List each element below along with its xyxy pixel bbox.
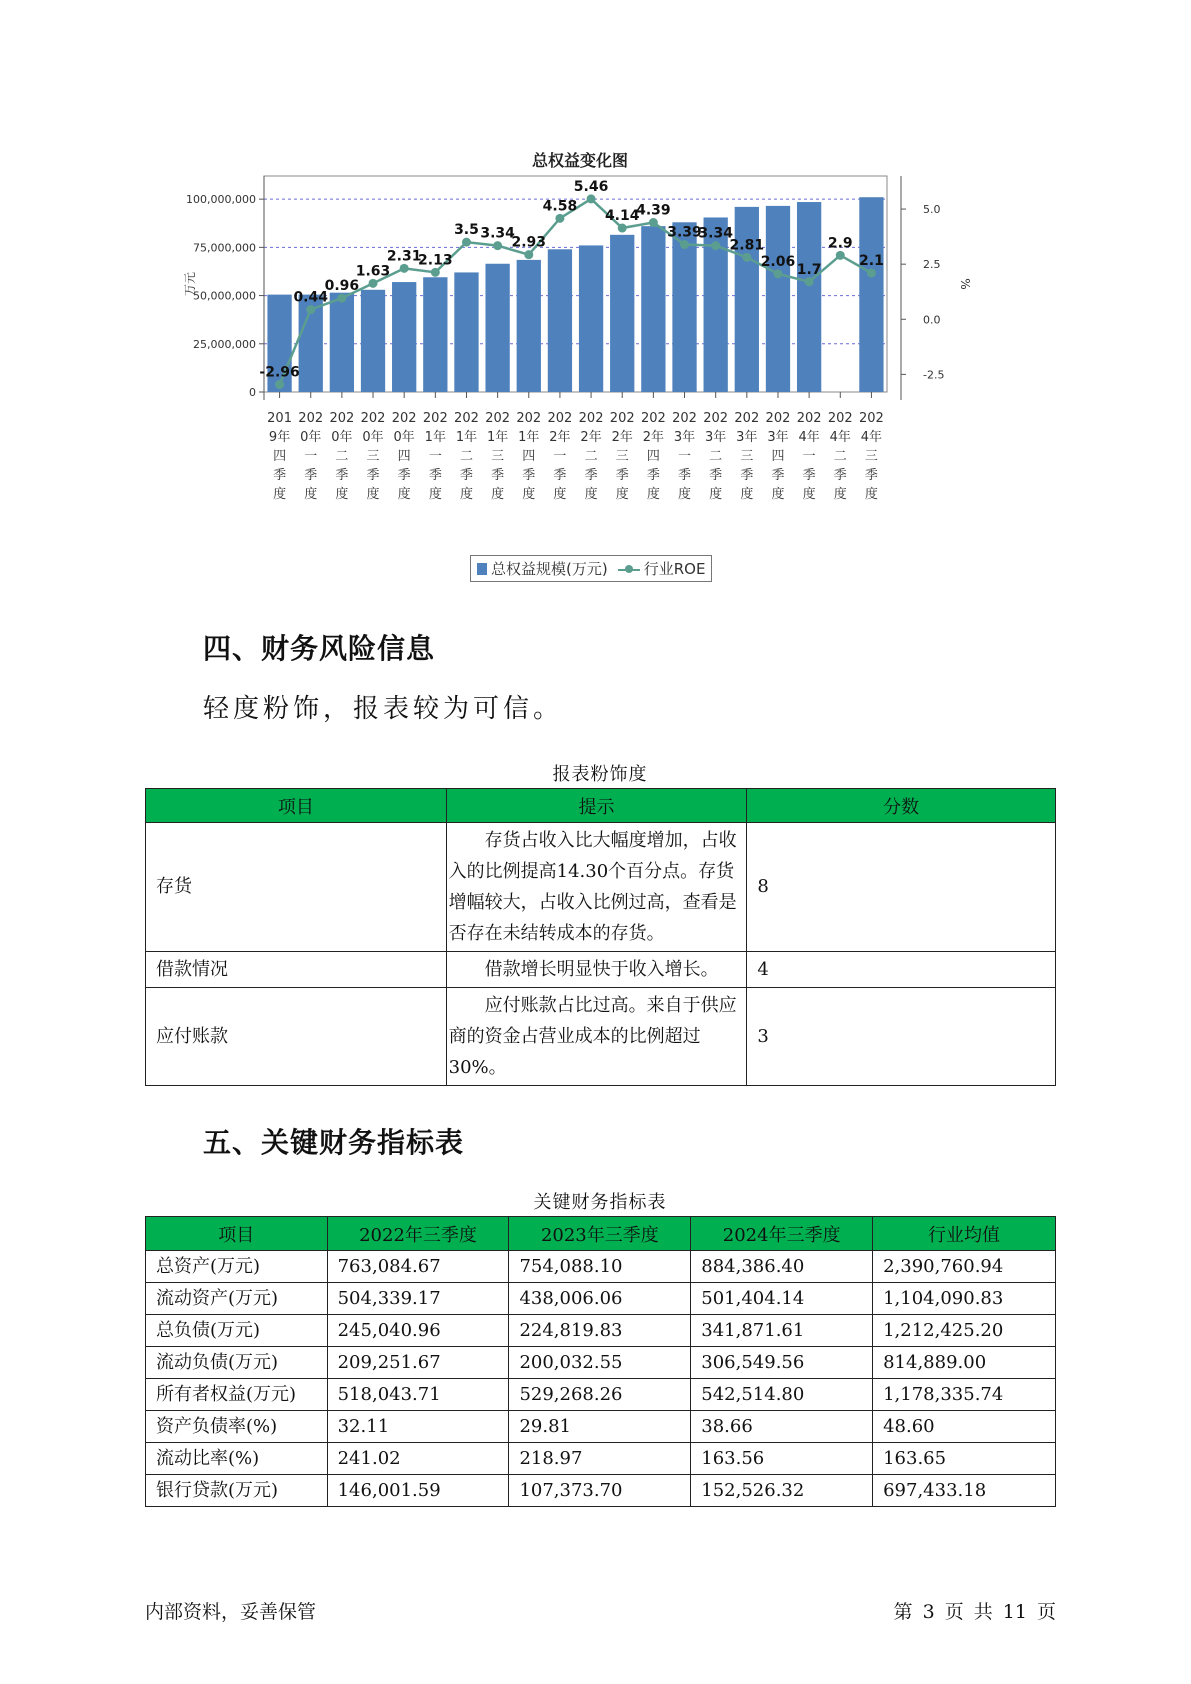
x-tick-label: 季 (335, 468, 349, 483)
x-tick-label: 四 (397, 449, 411, 464)
chart-title: 总权益变化图 (531, 151, 628, 170)
x-tick-label: 202 (422, 411, 448, 426)
x-tick-label: 度 (553, 487, 567, 502)
table1-caption: 报表粉饰度 (552, 764, 648, 785)
cell-value: 163.56 (691, 1443, 873, 1475)
roe-data-label: -2.96 (259, 364, 300, 381)
x-tick-label: 二 (584, 449, 598, 464)
x-tick-label: 202 (734, 411, 760, 426)
table-row (146, 1379, 1056, 1411)
bar (517, 260, 541, 392)
x-tick-label: 季 (740, 468, 754, 483)
legend-item-roe (618, 558, 706, 579)
roe-point (431, 268, 440, 277)
roe-data-label: 4.14 (604, 208, 640, 225)
cell-value: 29.81 (509, 1411, 691, 1443)
x-tick-label: 季 (771, 468, 785, 483)
cell-item: 流动资产(万元) (146, 1283, 328, 1315)
cell-item: 总资产(万元) (146, 1251, 328, 1283)
line-swatch (618, 564, 640, 574)
roe-data-label: 1.63 (355, 263, 391, 280)
cell-value: 697,433.18 (873, 1475, 1056, 1507)
x-tick-label: 季 (584, 468, 598, 483)
x-tick-label: 2年 (611, 430, 633, 445)
x-tick-label: 季 (273, 468, 287, 483)
cell-score: 3 (747, 988, 1056, 1086)
cell-value: 501,404.14 (691, 1283, 873, 1315)
x-tick-label: 四 (646, 449, 660, 464)
x-tick-label: 季 (522, 468, 536, 483)
x-tick-label: 202 (859, 411, 884, 426)
x-tick-label: 202 (578, 411, 604, 426)
bar (485, 264, 509, 392)
bar (610, 235, 634, 392)
cell-item: 总负债(万元) (146, 1315, 328, 1347)
x-tick-label: 2年 (580, 430, 602, 445)
x-tick-label: 0年 (331, 430, 353, 445)
legend-item-equity (477, 558, 608, 579)
x-tick-label: 二 (833, 449, 847, 464)
cell-value: 209,251.67 (327, 1347, 509, 1379)
cell-value: 754,088.10 (509, 1251, 691, 1283)
chart-legend (470, 555, 712, 582)
x-tick-label: 四 (771, 449, 785, 464)
cell-score: 8 (747, 823, 1056, 952)
y-axis-title: 万元 (183, 271, 197, 297)
roe-point (680, 240, 689, 249)
table-row (146, 1475, 1056, 1507)
footer-page-number: 第 3 页 共 11 页 (893, 1601, 1056, 1623)
cell-item: 资产负债率(%) (146, 1411, 328, 1443)
bar (735, 207, 759, 392)
x-tick-label: 3年 (736, 430, 758, 445)
roe-data-label: 2.31 (386, 248, 422, 265)
x-tick-label: 度 (491, 487, 505, 502)
cell-hint: 应付账款占比过高。来自于供应商的资金占营业成本的比例超过30%。 (446, 988, 747, 1086)
section4-summary: 轻度粉饰，报表较为可信。 (203, 694, 564, 724)
x-tick-label: 三 (491, 449, 505, 464)
roe-data-label: 3.34 (480, 225, 515, 242)
roe-data-label: 0.44 (293, 289, 328, 306)
section4-heading: 四、财务风险信息 (203, 632, 436, 665)
bar (423, 277, 447, 392)
x-tick-label: 度 (709, 487, 723, 502)
cell-value: 529,268.26 (509, 1379, 691, 1411)
cell-value: 107,373.70 (509, 1475, 691, 1507)
cell-value: 763,084.67 (327, 1251, 509, 1283)
y-tick-label: 50,000,000 (193, 289, 256, 303)
x-tick-label: 201 (267, 411, 292, 426)
y2-tick-label: 5.0 (923, 203, 941, 217)
cell-item: 借款情况 (146, 952, 447, 988)
x-tick-label: 202 (329, 411, 355, 426)
x-tick-label: 度 (771, 487, 785, 502)
cell-value: 38.66 (691, 1411, 873, 1443)
table-row (146, 988, 1056, 1086)
cell-value: 884,386.40 (691, 1251, 873, 1283)
cell-value: 542,514.80 (691, 1379, 873, 1411)
header-2023q3: 2023年三季度 (509, 1217, 691, 1251)
x-tick-label: 度 (646, 487, 660, 502)
cell-item: 应付账款 (146, 988, 447, 1086)
bar-swatch (477, 563, 487, 575)
table-row (146, 952, 1056, 988)
x-tick-label: 度 (273, 487, 287, 502)
x-tick-label: 202 (609, 411, 635, 426)
roe-point (867, 268, 876, 277)
footer-confidential: 内部资料，妥善保管 (145, 1601, 317, 1623)
x-tick-label: 1年 (486, 430, 509, 445)
roe-point (711, 241, 720, 250)
x-tick-label: 度 (802, 487, 816, 502)
roe-data-label: 1.7 (796, 261, 822, 278)
bar (859, 197, 883, 392)
cell-value: 1,212,425.20 (873, 1315, 1056, 1347)
x-tick-label: 9年 (268, 430, 291, 445)
x-tick-label: 2年 (642, 430, 665, 445)
roe-point (555, 214, 564, 223)
x-tick-label: 一 (678, 449, 692, 464)
x-tick-label: 3年 (673, 430, 696, 445)
x-tick-label: 季 (709, 468, 723, 483)
cell-item: 银行贷款(万元) (146, 1475, 328, 1507)
x-tick-label: 一 (428, 449, 442, 464)
table2-caption: 关键财务指标表 (533, 1192, 667, 1213)
roe-data-label: 2.1 (859, 252, 884, 269)
cell-value: 1,104,090.83 (873, 1283, 1056, 1315)
cell-value: 218.97 (509, 1443, 691, 1475)
x-tick-label: 1年 (455, 430, 478, 445)
cell-item: 存货 (146, 823, 447, 952)
roe-data-label: 0.96 (324, 278, 360, 295)
cell-item: 所有者权益(万元) (146, 1379, 328, 1411)
header-2024q3: 2024年三季度 (691, 1217, 873, 1251)
x-tick-label: 一 (802, 449, 816, 464)
x-tick-label: 四 (522, 449, 536, 464)
x-tick-label: 3年 (767, 430, 789, 445)
x-tick-label: 度 (678, 487, 692, 502)
x-tick-label: 度 (304, 487, 318, 502)
x-tick-label: 季 (864, 468, 878, 483)
x-tick-label: 度 (522, 487, 536, 502)
x-tick-label: 三 (615, 449, 629, 464)
cell-value: 2,390,760.94 (873, 1251, 1056, 1283)
x-tick-label: 1年 (424, 430, 446, 445)
cell-item: 流动比率(%) (146, 1443, 328, 1475)
x-tick-label: 202 (547, 411, 573, 426)
y-tick-label: 75,000,000 (193, 241, 256, 255)
x-tick-label: 202 (298, 411, 324, 426)
x-tick-label: 季 (615, 468, 629, 483)
roe-data-label: 3.39 (667, 224, 702, 241)
equity-chart (170, 140, 990, 600)
cell-value: 814,889.00 (873, 1347, 1056, 1379)
x-tick-label: 度 (428, 487, 442, 502)
roe-data-label: 2.93 (511, 234, 547, 251)
legend-label-equity: 总权益规模(万元) (491, 560, 608, 578)
roe-point (587, 194, 596, 203)
cell-value: 48.60 (873, 1411, 1056, 1443)
bar (548, 249, 572, 392)
x-tick-label: 202 (796, 411, 822, 426)
roe-point (493, 241, 502, 250)
x-tick-label: 4年 (860, 430, 883, 445)
x-tick-label: 二 (709, 449, 723, 464)
cell-value: 32.11 (327, 1411, 509, 1443)
bar (361, 290, 385, 392)
roe-point (524, 250, 533, 259)
x-tick-label: 一 (304, 449, 318, 464)
cell-item: 流动负债(万元) (146, 1347, 328, 1379)
cell-value: 152,526.32 (691, 1475, 873, 1507)
roe-data-label: 2.06 (760, 253, 796, 270)
roe-point (836, 251, 845, 260)
header-hint: 提示 (446, 789, 747, 823)
x-tick-label: 202 (703, 411, 729, 426)
x-tick-label: 1年 (518, 430, 540, 445)
roe-point (337, 294, 346, 303)
table-row (146, 1443, 1056, 1475)
x-tick-label: 202 (360, 411, 386, 426)
y2-tick-label: -2.5 (923, 368, 945, 382)
roe-point (400, 264, 409, 273)
section5-heading: 五、关键财务指标表 (203, 1126, 465, 1159)
table-row (146, 823, 1056, 952)
x-tick-label: 季 (802, 468, 816, 483)
roe-data-label: 2.13 (418, 252, 453, 269)
x-tick-label: 季 (366, 468, 380, 483)
roe-data-label: 2.81 (729, 237, 765, 254)
roe-point (618, 224, 627, 233)
bar (579, 245, 603, 392)
bar (797, 202, 821, 392)
x-tick-label: 季 (304, 468, 318, 483)
roe-data-label: 4.58 (542, 198, 578, 215)
header-item: 项目 (146, 789, 447, 823)
x-tick-label: 度 (740, 487, 754, 502)
y2-tick-label: 0.0 (923, 313, 941, 327)
x-tick-label: 季 (833, 468, 847, 483)
x-tick-label: 度 (366, 487, 380, 502)
roe-data-label: 4.39 (636, 202, 671, 219)
y-tick-label: 100,000,000 (186, 193, 256, 207)
cell-value: 163.65 (873, 1443, 1056, 1475)
x-tick-label: 度 (615, 487, 629, 502)
header-2022q3: 2022年三季度 (327, 1217, 509, 1251)
x-tick-label: 0年 (362, 430, 384, 445)
cell-value: 1,178,335.74 (873, 1379, 1056, 1411)
cell-score: 4 (747, 952, 1056, 988)
roe-data-label: 5.46 (573, 178, 609, 195)
roe-point (773, 269, 782, 278)
bar (330, 293, 354, 392)
x-tick-label: 4年 (798, 430, 820, 445)
table-row (146, 1411, 1056, 1443)
x-tick-label: 四 (273, 449, 287, 464)
roe-data-label: 3.5 (454, 222, 479, 239)
x-tick-label: 3年 (705, 430, 727, 445)
table-row (146, 1283, 1056, 1315)
roe-point (275, 380, 284, 389)
y-tick-label: 0 (249, 386, 256, 399)
cell-value: 504,339.17 (327, 1283, 509, 1315)
table-row (146, 1315, 1056, 1347)
cell-value: 306,549.56 (691, 1347, 873, 1379)
x-tick-label: 二 (335, 449, 349, 464)
x-tick-label: 202 (640, 411, 666, 426)
bar (454, 272, 478, 392)
x-tick-label: 三 (366, 449, 380, 464)
cell-value: 146,001.59 (327, 1475, 509, 1507)
x-tick-label: 202 (765, 411, 791, 426)
table-header-row (146, 1217, 1056, 1251)
cell-value: 341,871.61 (691, 1315, 873, 1347)
x-tick-label: 202 (454, 411, 479, 426)
cell-value: 200,032.55 (509, 1347, 691, 1379)
x-tick-label: 202 (391, 411, 417, 426)
cell-value: 518,043.71 (327, 1379, 509, 1411)
bar (766, 206, 790, 392)
x-tick-label: 202 (672, 411, 697, 426)
roe-data-label: 2.9 (827, 235, 853, 252)
x-tick-label: 季 (491, 468, 505, 483)
chart-svg (170, 140, 990, 560)
header-item: 项目 (146, 1217, 328, 1251)
x-tick-label: 季 (459, 468, 473, 483)
x-tick-label: 季 (678, 468, 692, 483)
legend-label-roe: 行业ROE (643, 560, 706, 578)
roe-point (462, 238, 471, 247)
header-industry-avg: 行业均值 (873, 1217, 1056, 1251)
roe-point (306, 305, 315, 314)
x-tick-label: 202 (827, 411, 853, 426)
x-tick-label: 度 (335, 487, 349, 502)
x-tick-label: 度 (584, 487, 598, 502)
y-tick-label: 25,000,000 (193, 337, 256, 351)
cell-value: 245,040.96 (327, 1315, 509, 1347)
roe-data-label: 3.34 (698, 225, 733, 242)
x-tick-label: 2年 (549, 430, 571, 445)
bar (641, 226, 665, 392)
x-tick-label: 季 (553, 468, 567, 483)
bar (392, 282, 416, 392)
x-tick-label: 度 (459, 487, 473, 502)
roe-point (742, 253, 751, 262)
roe-point (369, 279, 378, 288)
x-tick-label: 202 (485, 411, 511, 426)
header-score: 分数 (747, 789, 1056, 823)
x-tick-label: 季 (428, 468, 442, 483)
x-tick-label: 二 (459, 449, 473, 464)
cell-value: 438,006.06 (509, 1283, 691, 1315)
x-tick-label: 一 (553, 449, 567, 464)
roe-point (805, 277, 814, 286)
key-indicators-table (145, 1216, 1056, 1507)
cell-hint: 借款增长明显快于收入增长。 (446, 952, 747, 988)
x-tick-label: 度 (397, 487, 411, 502)
table-row (146, 1347, 1056, 1379)
x-tick-label: 季 (646, 468, 660, 483)
x-tick-label: 0年 (393, 430, 415, 445)
table-row (146, 1251, 1056, 1283)
x-tick-label: 度 (864, 487, 878, 502)
x-tick-label: 季 (397, 468, 411, 483)
x-tick-label: 三 (740, 449, 754, 464)
x-tick-label: 0年 (300, 430, 322, 445)
cell-value: 224,819.83 (509, 1315, 691, 1347)
x-tick-label: 度 (833, 487, 847, 502)
cell-hint: 存货占收入比大幅度增加，占收入的比例提高14.30个百分点。存货增幅较大，占收入比例过高，查看是否存在未结转成本的存货。 (446, 823, 747, 952)
x-tick-label: 三 (864, 449, 878, 464)
x-tick-label: 4年 (829, 430, 851, 445)
roe-point (649, 218, 658, 227)
whitewash-table (145, 788, 1056, 1086)
table-header-row (146, 789, 1056, 823)
y2-tick-label: 2.5 (923, 258, 941, 272)
y2-axis-title: % (958, 278, 972, 290)
cell-value: 241.02 (327, 1443, 509, 1475)
x-tick-label: 202 (516, 411, 542, 426)
